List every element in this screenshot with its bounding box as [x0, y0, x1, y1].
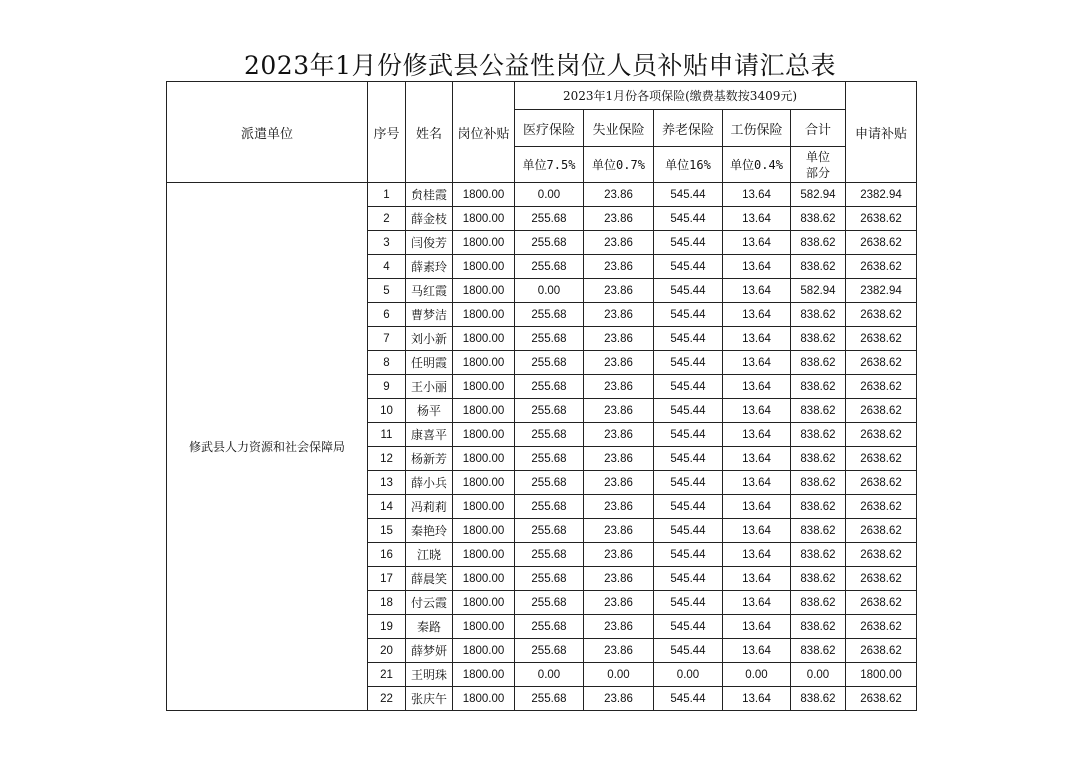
cell-unemp: 23.86 [584, 687, 654, 711]
cell-unemp: 23.86 [584, 543, 654, 567]
cell-seq: 18 [368, 591, 406, 615]
header-dispatch-unit: 派遣单位 [167, 82, 368, 183]
cell-injury: 13.64 [723, 519, 791, 543]
cell-total: 582.94 [791, 279, 846, 303]
cell-pension: 545.44 [654, 279, 723, 303]
cell-seq: 8 [368, 351, 406, 375]
cell-name: 付云霞 [406, 591, 453, 615]
cell-medical: 255.68 [515, 615, 584, 639]
cell-post: 1800.00 [453, 207, 515, 231]
cell-post: 1800.00 [453, 303, 515, 327]
header-unemployment-rate: 单位0.7% [584, 147, 654, 183]
cell-name: 薛素玲 [406, 255, 453, 279]
dispatch-unit-cell: 修武县人力资源和社会保障局 [167, 183, 368, 711]
cell-medical: 255.68 [515, 207, 584, 231]
cell-apply: 2638.62 [846, 567, 917, 591]
cell-name: 马红霞 [406, 279, 453, 303]
cell-injury: 13.64 [723, 687, 791, 711]
cell-apply: 2638.62 [846, 519, 917, 543]
cell-unemp: 23.86 [584, 447, 654, 471]
cell-post: 1800.00 [453, 423, 515, 447]
cell-medical: 255.68 [515, 375, 584, 399]
cell-pension: 545.44 [654, 543, 723, 567]
cell-apply: 2638.62 [846, 423, 917, 447]
header-name: 姓名 [406, 82, 453, 183]
header-post-subsidy: 岗位补贴 [453, 82, 515, 183]
cell-medical: 0.00 [515, 279, 584, 303]
cell-medical: 0.00 [515, 183, 584, 207]
cell-pension: 545.44 [654, 399, 723, 423]
cell-seq: 10 [368, 399, 406, 423]
cell-injury: 13.64 [723, 495, 791, 519]
cell-apply: 2638.62 [846, 615, 917, 639]
cell-post: 1800.00 [453, 687, 515, 711]
cell-seq: 7 [368, 327, 406, 351]
cell-name: 王小丽 [406, 375, 453, 399]
cell-seq: 20 [368, 639, 406, 663]
cell-pension: 545.44 [654, 255, 723, 279]
cell-pension: 545.44 [654, 447, 723, 471]
cell-medical: 255.68 [515, 543, 584, 567]
cell-total: 0.00 [791, 663, 846, 687]
cell-total: 838.62 [791, 447, 846, 471]
cell-total: 838.62 [791, 231, 846, 255]
cell-name: 王明珠 [406, 663, 453, 687]
cell-unemp: 23.86 [584, 423, 654, 447]
cell-pension: 545.44 [654, 639, 723, 663]
cell-injury: 13.64 [723, 591, 791, 615]
cell-apply: 1800.00 [846, 663, 917, 687]
cell-total: 838.62 [791, 591, 846, 615]
cell-post: 1800.00 [453, 375, 515, 399]
cell-post: 1800.00 [453, 255, 515, 279]
cell-name: 刘小新 [406, 327, 453, 351]
cell-injury: 13.64 [723, 207, 791, 231]
cell-total: 838.62 [791, 351, 846, 375]
cell-pension: 545.44 [654, 519, 723, 543]
cell-pension: 545.44 [654, 423, 723, 447]
cell-unemp: 23.86 [584, 591, 654, 615]
cell-injury: 13.64 [723, 375, 791, 399]
cell-medical: 255.68 [515, 591, 584, 615]
cell-name: 贠桂霞 [406, 183, 453, 207]
cell-injury: 13.64 [723, 303, 791, 327]
cell-post: 1800.00 [453, 183, 515, 207]
cell-pension: 545.44 [654, 471, 723, 495]
cell-pension: 545.44 [654, 615, 723, 639]
cell-post: 1800.00 [453, 639, 515, 663]
cell-unemp: 23.86 [584, 279, 654, 303]
cell-medical: 255.68 [515, 399, 584, 423]
cell-name: 薛晨笑 [406, 567, 453, 591]
cell-injury: 13.64 [723, 447, 791, 471]
cell-apply: 2638.62 [846, 687, 917, 711]
cell-injury: 13.64 [723, 327, 791, 351]
cell-unemp: 23.86 [584, 495, 654, 519]
cell-name: 杨新芳 [406, 447, 453, 471]
cell-post: 1800.00 [453, 567, 515, 591]
cell-total: 582.94 [791, 183, 846, 207]
cell-apply: 2638.62 [846, 303, 917, 327]
cell-total: 838.62 [791, 207, 846, 231]
cell-unemp: 23.86 [584, 183, 654, 207]
cell-apply: 2638.62 [846, 399, 917, 423]
cell-apply: 2638.62 [846, 591, 917, 615]
cell-injury: 13.64 [723, 399, 791, 423]
cell-total: 838.62 [791, 567, 846, 591]
cell-medical: 255.68 [515, 351, 584, 375]
header-insurance-group: 2023年1月份各项保险(缴费基数按3409元) [515, 82, 846, 110]
table-body [167, 183, 917, 711]
cell-pension: 545.44 [654, 351, 723, 375]
cell-injury: 13.64 [723, 231, 791, 255]
cell-injury: 13.64 [723, 471, 791, 495]
cell-pension: 545.44 [654, 375, 723, 399]
cell-unemp: 23.86 [584, 567, 654, 591]
cell-seq: 9 [368, 375, 406, 399]
header-pension: 养老保险 [654, 110, 723, 147]
cell-name: 张庆午 [406, 687, 453, 711]
cell-unemp: 23.86 [584, 255, 654, 279]
cell-post: 1800.00 [453, 471, 515, 495]
cell-seq: 14 [368, 495, 406, 519]
cell-pension: 545.44 [654, 183, 723, 207]
cell-post: 1800.00 [453, 519, 515, 543]
cell-unemp: 23.86 [584, 303, 654, 327]
header-total-part-line2: 部分 [805, 165, 830, 180]
cell-total: 838.62 [791, 615, 846, 639]
cell-apply: 2638.62 [846, 543, 917, 567]
cell-total: 838.62 [791, 495, 846, 519]
cell-medical: 255.68 [515, 495, 584, 519]
cell-total: 838.62 [791, 687, 846, 711]
header-unemployment: 失业保险 [584, 110, 654, 147]
cell-medical: 255.68 [515, 519, 584, 543]
cell-medical: 255.68 [515, 303, 584, 327]
cell-apply: 2638.62 [846, 495, 917, 519]
cell-pension: 545.44 [654, 495, 723, 519]
cell-unemp: 23.86 [584, 375, 654, 399]
cell-injury: 13.64 [723, 423, 791, 447]
cell-injury: 13.64 [723, 183, 791, 207]
table-row [167, 183, 917, 207]
cell-name: 任明霞 [406, 351, 453, 375]
cell-apply: 2382.94 [846, 279, 917, 303]
header-apply-subsidy: 申请补贴 [846, 82, 917, 183]
cell-injury: 13.64 [723, 351, 791, 375]
page-title: 2023年1月份修武县公益性岗位人员补贴申请汇总表 [243, 51, 837, 80]
cell-apply: 2638.62 [846, 207, 917, 231]
cell-name: 秦艳玲 [406, 519, 453, 543]
header-pension-rate: 单位16% [654, 147, 723, 183]
cell-unemp: 23.86 [584, 615, 654, 639]
cell-medical: 0.00 [515, 663, 584, 687]
cell-total: 838.62 [791, 303, 846, 327]
cell-name: 江晓 [406, 543, 453, 567]
cell-unemp: 23.86 [584, 351, 654, 375]
cell-seq: 19 [368, 615, 406, 639]
header-seq: 序号 [368, 82, 406, 183]
cell-post: 1800.00 [453, 615, 515, 639]
cell-medical: 255.68 [515, 231, 584, 255]
cell-total: 838.62 [791, 519, 846, 543]
cell-name: 秦路 [406, 615, 453, 639]
cell-name: 薛梦妍 [406, 639, 453, 663]
cell-total: 838.62 [791, 639, 846, 663]
cell-seq: 11 [368, 423, 406, 447]
cell-seq: 17 [368, 567, 406, 591]
cell-seq: 3 [368, 231, 406, 255]
cell-post: 1800.00 [453, 327, 515, 351]
header-medical-rate: 单位7.5% [515, 147, 584, 183]
cell-post: 1800.00 [453, 279, 515, 303]
cell-medical: 255.68 [515, 423, 584, 447]
cell-post: 1800.00 [453, 543, 515, 567]
cell-unemp: 23.86 [584, 207, 654, 231]
cell-injury: 13.64 [723, 543, 791, 567]
cell-unemp: 23.86 [584, 519, 654, 543]
cell-injury: 13.64 [723, 255, 791, 279]
subsidy-table [166, 81, 917, 711]
cell-name: 杨平 [406, 399, 453, 423]
cell-medical: 255.68 [515, 639, 584, 663]
cell-name: 冯莉莉 [406, 495, 453, 519]
cell-medical: 255.68 [515, 327, 584, 351]
cell-unemp: 23.86 [584, 399, 654, 423]
cell-apply: 2382.94 [846, 183, 917, 207]
cell-medical: 255.68 [515, 447, 584, 471]
cell-total: 838.62 [791, 399, 846, 423]
cell-apply: 2638.62 [846, 471, 917, 495]
cell-post: 1800.00 [453, 663, 515, 687]
cell-apply: 2638.62 [846, 327, 917, 351]
cell-post: 1800.00 [453, 447, 515, 471]
cell-total: 838.62 [791, 327, 846, 351]
cell-pension: 545.44 [654, 591, 723, 615]
cell-pension: 545.44 [654, 207, 723, 231]
cell-unemp: 23.86 [584, 471, 654, 495]
cell-name: 闫俊芳 [406, 231, 453, 255]
cell-post: 1800.00 [453, 351, 515, 375]
header-medical: 医疗保险 [515, 110, 584, 147]
cell-seq: 22 [368, 687, 406, 711]
cell-pension: 545.44 [654, 327, 723, 351]
cell-injury: 13.64 [723, 567, 791, 591]
cell-medical: 255.68 [515, 687, 584, 711]
cell-unemp: 23.86 [584, 327, 654, 351]
cell-seq: 12 [368, 447, 406, 471]
cell-unemp: 23.86 [584, 231, 654, 255]
header-injury: 工伤保险 [723, 110, 791, 147]
cell-post: 1800.00 [453, 495, 515, 519]
cell-apply: 2638.62 [846, 447, 917, 471]
cell-name: 薛小兵 [406, 471, 453, 495]
cell-unemp: 0.00 [584, 663, 654, 687]
cell-seq: 15 [368, 519, 406, 543]
cell-total: 838.62 [791, 543, 846, 567]
header-injury-rate: 单位0.4% [723, 147, 791, 183]
cell-apply: 2638.62 [846, 375, 917, 399]
cell-name: 康喜平 [406, 423, 453, 447]
cell-seq: 13 [368, 471, 406, 495]
cell-pension: 545.44 [654, 303, 723, 327]
cell-post: 1800.00 [453, 231, 515, 255]
cell-apply: 2638.62 [846, 231, 917, 255]
cell-medical: 255.68 [515, 255, 584, 279]
cell-medical: 255.68 [515, 567, 584, 591]
cell-pension: 545.44 [654, 567, 723, 591]
cell-post: 1800.00 [453, 591, 515, 615]
cell-name: 曹梦洁 [406, 303, 453, 327]
cell-apply: 2638.62 [846, 639, 917, 663]
cell-pension: 545.44 [654, 687, 723, 711]
cell-injury: 13.64 [723, 279, 791, 303]
cell-seq: 6 [368, 303, 406, 327]
cell-name: 薛金枝 [406, 207, 453, 231]
header-total-part-line1: 单位 [805, 149, 830, 164]
cell-injury: 13.64 [723, 639, 791, 663]
cell-apply: 2638.62 [846, 351, 917, 375]
cell-seq: 16 [368, 543, 406, 567]
cell-injury: 13.64 [723, 615, 791, 639]
header-total: 合计 [791, 110, 846, 147]
cell-seq: 5 [368, 279, 406, 303]
cell-post: 1800.00 [453, 399, 515, 423]
cell-seq: 4 [368, 255, 406, 279]
header-total-part [791, 147, 846, 183]
cell-seq: 1 [368, 183, 406, 207]
cell-seq: 2 [368, 207, 406, 231]
cell-total: 838.62 [791, 255, 846, 279]
cell-injury: 0.00 [723, 663, 791, 687]
cell-total: 838.62 [791, 471, 846, 495]
cell-medical: 255.68 [515, 471, 584, 495]
cell-unemp: 23.86 [584, 639, 654, 663]
cell-pension: 0.00 [654, 663, 723, 687]
cell-seq: 21 [368, 663, 406, 687]
cell-pension: 545.44 [654, 231, 723, 255]
cell-apply: 2638.62 [846, 255, 917, 279]
cell-total: 838.62 [791, 375, 846, 399]
cell-total: 838.62 [791, 423, 846, 447]
